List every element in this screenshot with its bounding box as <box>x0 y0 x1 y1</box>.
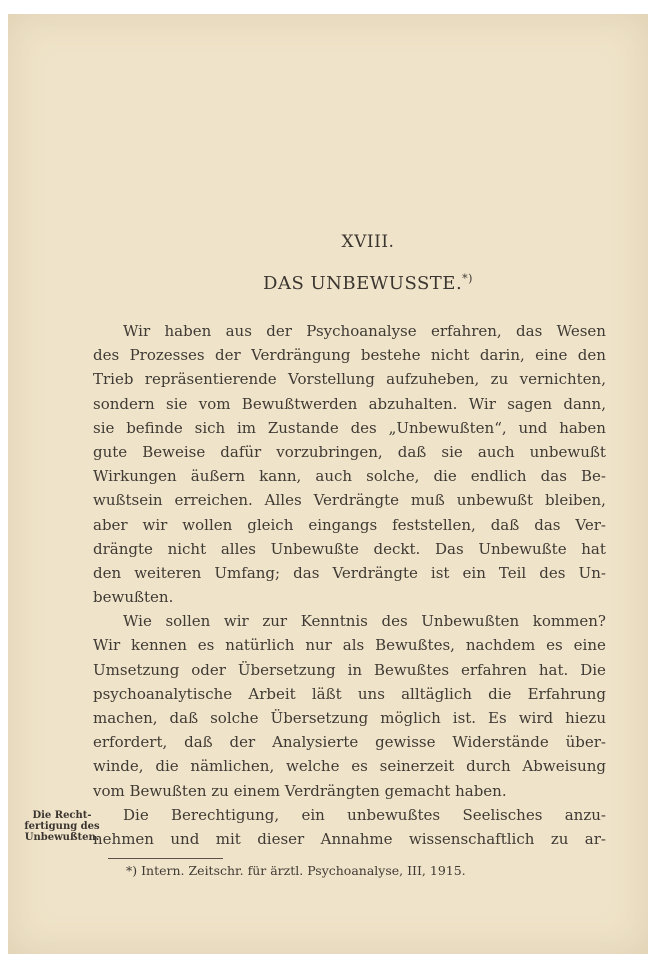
text-line: den weiteren Umfang; das Verdrängte ist ein Teil des Un- <box>93 563 606 582</box>
book-page <box>8 14 648 954</box>
chapter-title-text: DAS UNBEWUSSTE. <box>263 273 463 294</box>
text-line: Umsetzung oder Übersetzung in Bewußtes erfahren hat. Die <box>93 660 606 679</box>
text-line: Wir kennen es natürlich nur als Bewußtes, nachdem es eine <box>93 636 606 655</box>
text-line: winde, die nämlichen, welche es seinerzeit durch Abweisung <box>93 757 606 776</box>
text-line: gute Beweise dafür vorzubringen, daß sie auch unbewußt <box>93 442 606 461</box>
text-line: sie befinde sich im Zustande des „Unbewußten“, und haben <box>93 418 606 437</box>
text-line: Wirkungen äußern kann, auch solche, die endlich das Be- <box>93 467 606 486</box>
text-line: Die Berechtigung, ein unbewußtes Seelisches anzu- <box>123 805 606 824</box>
text-line: Trieb repräsentierende Vorstellung aufzuheben, zu vernichten, <box>93 370 606 389</box>
text-line: nehmen und mit dieser Annahme wissenschaftlich zu ar- <box>93 829 606 848</box>
chapter-title <box>8 272 648 294</box>
text-line: machen, daß solche Übersetzung möglich ist. Es wird hiezu <box>93 709 606 727</box>
text-line: Wie sollen wir zur Kenntnis des Unbewußten kommen? <box>123 612 606 631</box>
text-line: Wir haben aus der Psychoanalyse erfahren, das Wesen <box>123 322 606 340</box>
chapter-number: XVIII. <box>341 232 395 252</box>
footnote: *) Intern. Zeitschr. für ärztl. Psychoanalyse, III, 1915. <box>126 863 466 878</box>
text-line: sondern sie vom Bewußtwerden abzuhalten. Wir sagen dann, <box>93 394 606 413</box>
footnote-marker: *) <box>462 272 473 285</box>
text-line: bewußten. <box>93 588 174 607</box>
text-line: drängte nicht alles Unbewußte deckt. Das Unbewußte hat <box>93 539 606 558</box>
text-line: erfordert, daß der Analysierte gewisse Widerstände über- <box>93 733 606 752</box>
body-text <box>93 319 606 851</box>
footnote-divider <box>108 858 223 859</box>
text-line: wußtsein erreichen. Alles Verdrängte muß unbewußt bleiben, <box>93 491 606 510</box>
margin-note-line: Die Recht- <box>32 810 92 821</box>
text-line: aber wir wollen gleich eingangs feststellen, daß das Ver- <box>93 515 606 534</box>
margin-note-line: fertigung des <box>24 821 100 832</box>
margin-note-line: Unbewußten. <box>24 832 100 843</box>
text-line: vom Bewußten zu einem Verdrängten gemacht haben. <box>93 781 507 800</box>
text-line: psychoanalytische Arbeit läßt uns alltäglich die Erfahrung <box>93 684 606 703</box>
text-line: des Prozesses der Verdrängung bestehe nicht darin, eine den <box>93 346 606 365</box>
margin-note <box>24 810 100 843</box>
